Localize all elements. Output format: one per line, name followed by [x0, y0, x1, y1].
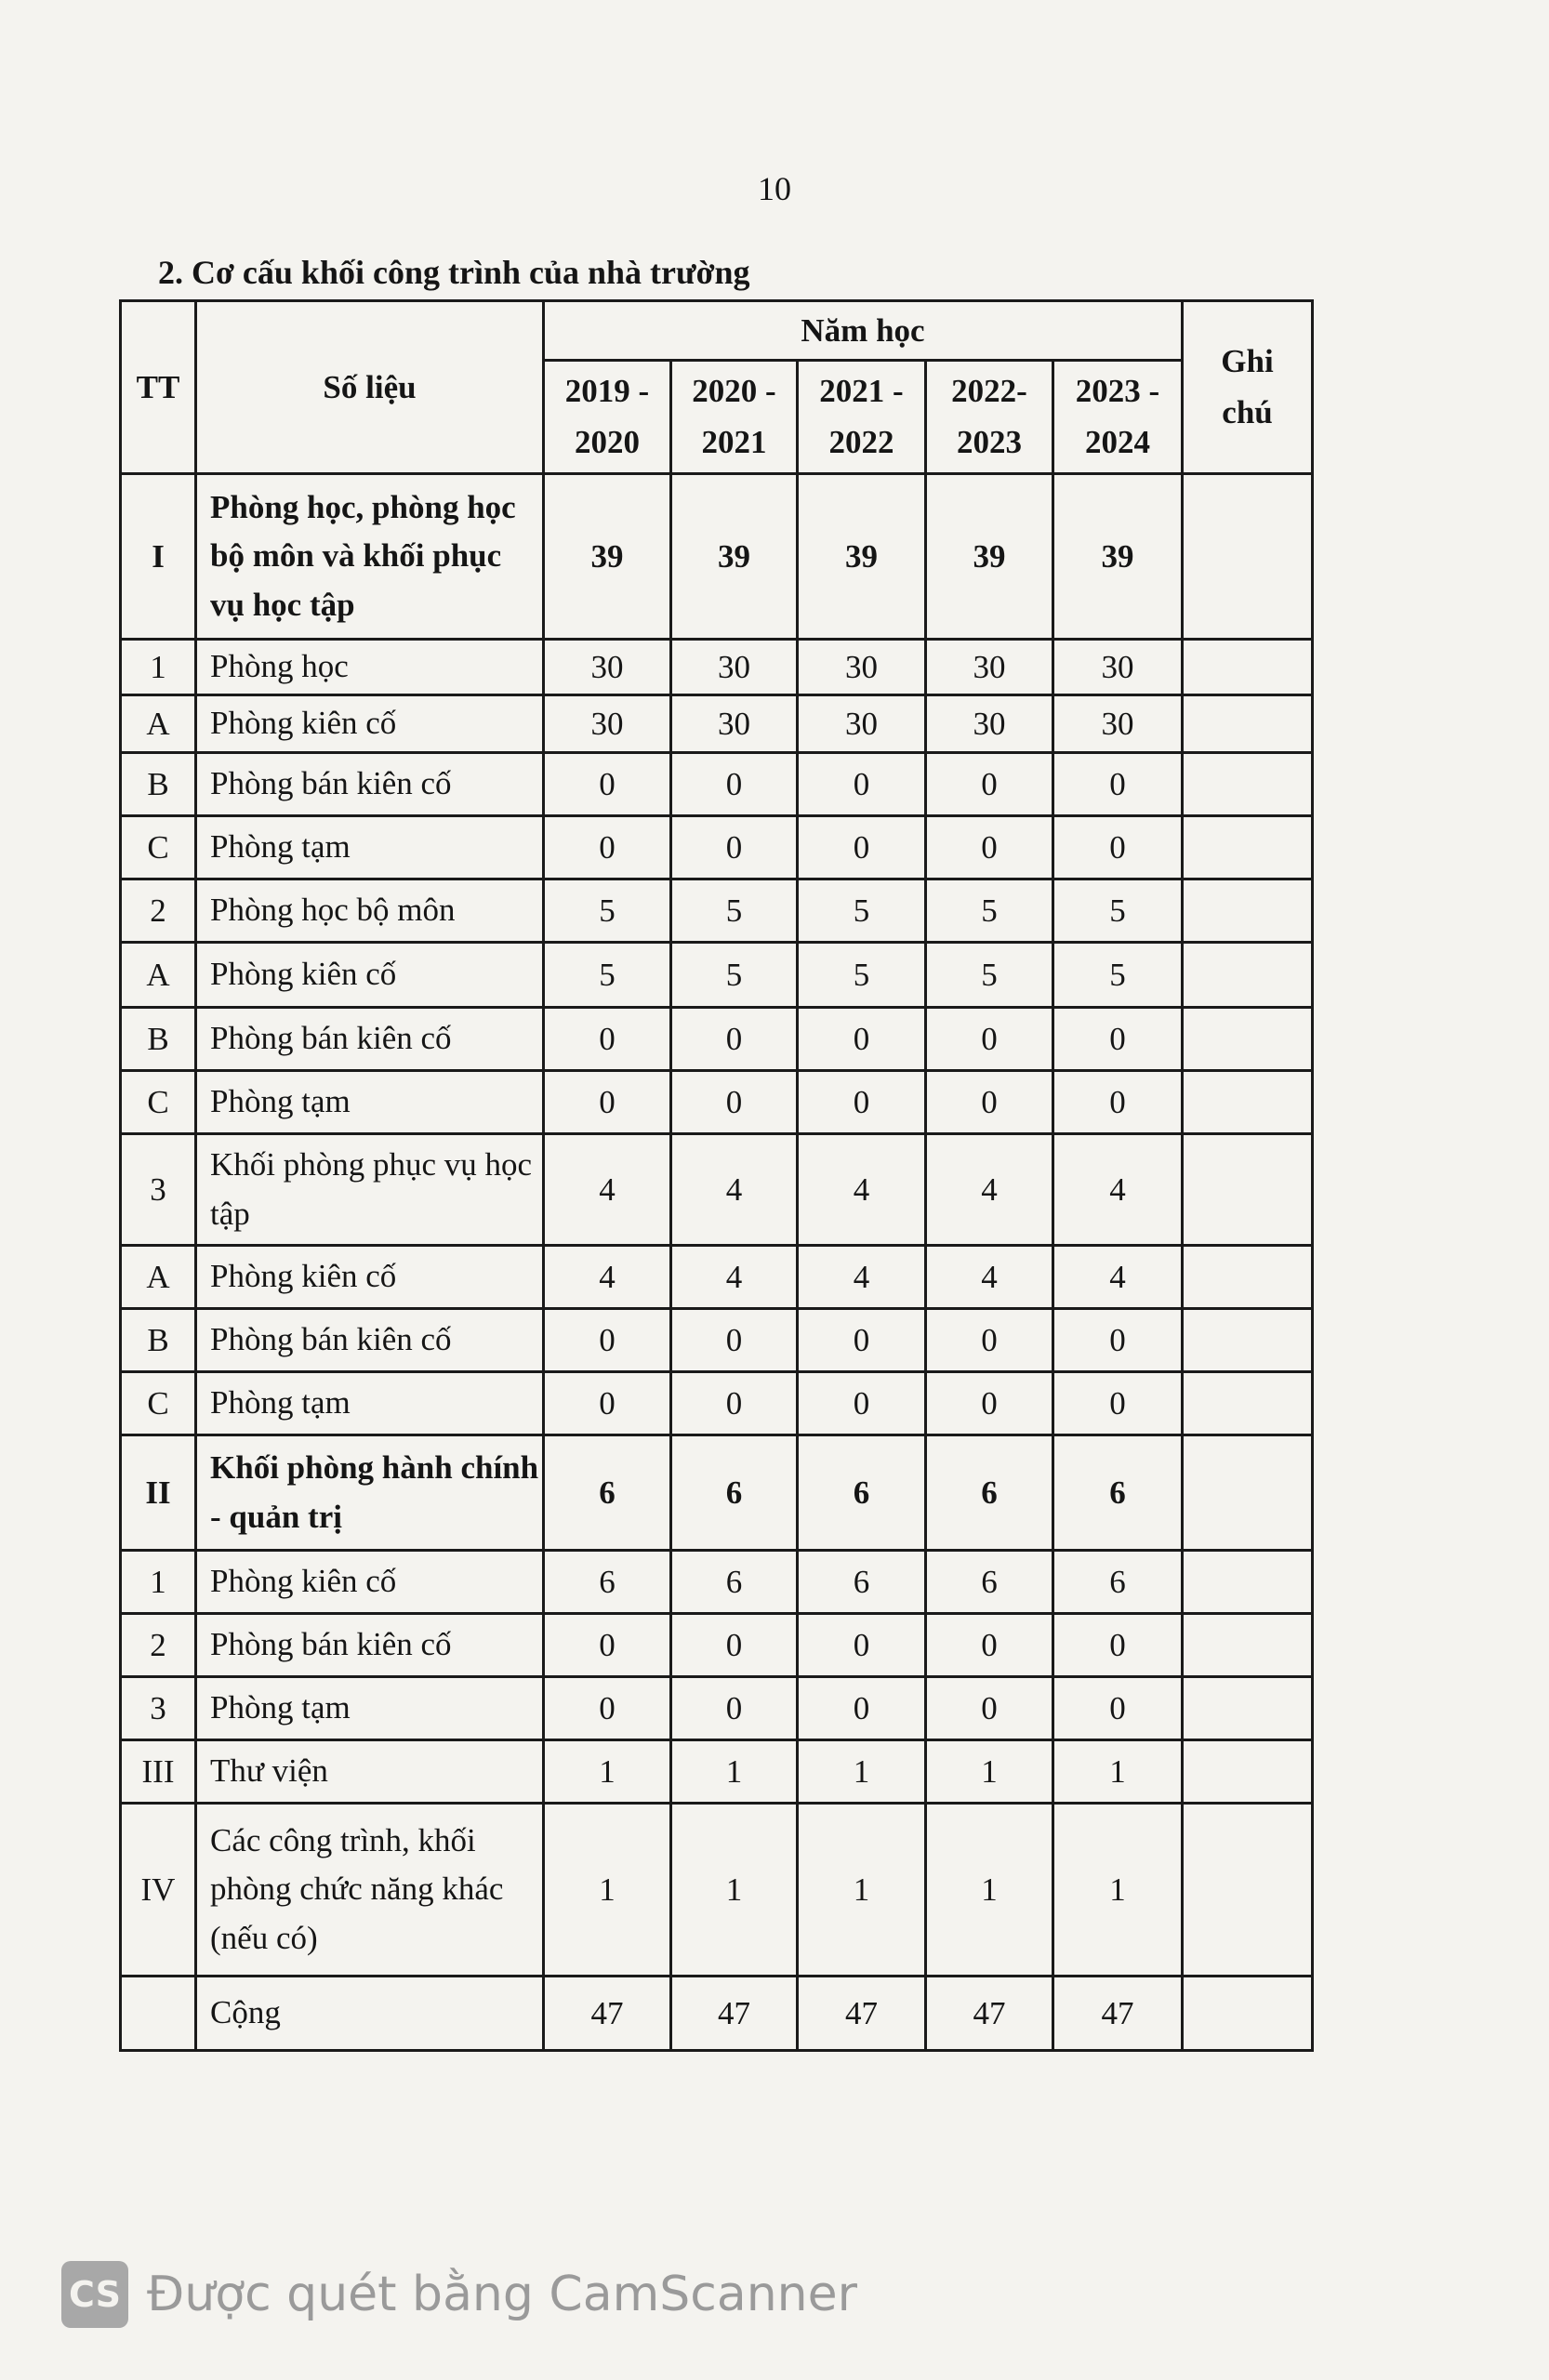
row-note [1183, 1071, 1313, 1134]
table-row [121, 640, 1313, 695]
row-tt: B [121, 1309, 196, 1372]
row-value: 0 [926, 753, 1053, 816]
row-value: 0 [671, 1071, 798, 1134]
row-value: 5 [1053, 943, 1183, 1008]
year-3-end: 2022 [828, 423, 894, 460]
row-value: 0 [671, 1677, 798, 1740]
row-value: 1 [671, 1804, 798, 1977]
row-value: 6 [544, 1551, 671, 1614]
row-note [1183, 1740, 1313, 1804]
row-value: 1 [1053, 1804, 1183, 1977]
row-label: Phòng kiên cố [196, 1551, 544, 1614]
row-value: 0 [798, 816, 926, 879]
row-value: 4 [671, 1246, 798, 1309]
row-value: 0 [1053, 1614, 1183, 1677]
row-value: 0 [544, 1309, 671, 1372]
year-4-end: 2023 [957, 423, 1022, 460]
row-value: 5 [798, 943, 926, 1008]
row-value: 0 [798, 753, 926, 816]
camscanner-text: Được quét bằng CamScanner [147, 2267, 858, 2322]
row-value: 47 [671, 1977, 798, 2051]
row-value: 6 [1053, 1551, 1183, 1614]
year-1-end: 2020 [575, 423, 640, 460]
row-value: 0 [1053, 1071, 1183, 1134]
row-value: 30 [1053, 695, 1183, 753]
row-value: 0 [1053, 1372, 1183, 1435]
camscanner-icon: CS [61, 2261, 128, 2328]
camscanner-watermark [61, 2261, 857, 2328]
table-row [121, 1614, 1313, 1677]
row-value: 4 [926, 1134, 1053, 1246]
row-value: 0 [1053, 753, 1183, 816]
row-label: Phòng học bộ môn [196, 879, 544, 943]
row-value: 0 [544, 753, 671, 816]
row-value: 1 [798, 1804, 926, 1977]
row-value: 6 [544, 1435, 671, 1551]
row-value: 0 [544, 1372, 671, 1435]
row-value: 47 [544, 1977, 671, 2051]
row-value: 30 [926, 640, 1053, 695]
row-label: Phòng học [196, 640, 544, 695]
row-value: 30 [671, 640, 798, 695]
row-label: Phòng bán kiên cố [196, 1614, 544, 1677]
row-value: 0 [926, 1008, 1053, 1071]
header-year-2 [671, 361, 798, 474]
row-value: 6 [671, 1551, 798, 1614]
row-value: 0 [926, 1372, 1053, 1435]
year-5-start: 2023 - [1075, 373, 1160, 410]
row-tt: A [121, 943, 196, 1008]
row-label: Phòng bán kiên cố [196, 753, 544, 816]
row-note [1183, 695, 1313, 753]
row-tt: 1 [121, 640, 196, 695]
row-value: 30 [671, 695, 798, 753]
row-value: 1 [926, 1740, 1053, 1804]
row-value: 1 [544, 1740, 671, 1804]
header-year-5 [1053, 361, 1183, 474]
row-label: Phòng tạm [196, 1372, 544, 1435]
row-value: 47 [798, 1977, 926, 2051]
row-value: 5 [926, 943, 1053, 1008]
row-value: 4 [798, 1246, 926, 1309]
row-note [1183, 1977, 1313, 2051]
row-value: 0 [1053, 1008, 1183, 1071]
row-tt: C [121, 1372, 196, 1435]
row-tt: C [121, 816, 196, 879]
row-value: 0 [926, 1309, 1053, 1372]
row-note [1183, 1614, 1313, 1677]
row-value: 0 [926, 816, 1053, 879]
row-value: 6 [798, 1435, 926, 1551]
row-value: 0 [671, 1614, 798, 1677]
row-value: 5 [671, 943, 798, 1008]
row-note [1183, 1309, 1313, 1372]
row-note [1183, 1551, 1313, 1614]
row-value: 0 [671, 1372, 798, 1435]
row-value: 39 [798, 474, 926, 640]
header-year-4 [926, 361, 1053, 474]
row-value: 0 [798, 1614, 926, 1677]
row-value: 0 [544, 1677, 671, 1740]
table-row [121, 1740, 1313, 1804]
header-nam-hoc: Năm học [544, 301, 1183, 361]
section-title: 2. Cơ cấu khối công trình của nhà trường [158, 254, 750, 291]
row-tt: IV [121, 1804, 196, 1977]
row-value: 1 [1053, 1740, 1183, 1804]
header-year-3 [798, 361, 926, 474]
row-tt: III [121, 1740, 196, 1804]
row-value: 0 [671, 753, 798, 816]
header-ghi-chu-text: Ghi chú [1221, 343, 1274, 430]
row-note [1183, 1435, 1313, 1551]
facilities-table [119, 299, 1314, 2052]
row-value: 0 [1053, 816, 1183, 879]
row-value: 0 [671, 1008, 798, 1071]
row-note [1183, 1246, 1313, 1309]
row-value: 6 [1053, 1435, 1183, 1551]
row-value: 0 [1053, 1309, 1183, 1372]
row-value: 47 [1053, 1977, 1183, 2051]
row-value: 47 [926, 1977, 1053, 2051]
row-value: 1 [544, 1804, 671, 1977]
row-note [1183, 474, 1313, 640]
row-value: 0 [544, 1614, 671, 1677]
row-value: 5 [671, 879, 798, 943]
row-tt: 1 [121, 1551, 196, 1614]
table-row [121, 1071, 1313, 1134]
row-value: 1 [926, 1804, 1053, 1977]
row-note [1183, 640, 1313, 695]
table-row [121, 753, 1313, 816]
row-label: Khối phòng hành chính - quản trị [196, 1435, 544, 1551]
table-body [121, 474, 1313, 2051]
row-label: Phòng bán kiên cố [196, 1008, 544, 1071]
row-value: 4 [671, 1134, 798, 1246]
row-value: 39 [671, 474, 798, 640]
row-label: Cộng [196, 1977, 544, 2051]
row-value: 0 [544, 1071, 671, 1134]
row-tt: 2 [121, 1614, 196, 1677]
row-value: 0 [798, 1071, 926, 1134]
row-value: 0 [544, 816, 671, 879]
table-row [121, 1372, 1313, 1435]
row-tt: 3 [121, 1677, 196, 1740]
row-value: 0 [926, 1677, 1053, 1740]
header-ghi-chu [1183, 301, 1313, 474]
row-tt: 2 [121, 879, 196, 943]
row-value: 39 [1053, 474, 1183, 640]
row-value: 39 [926, 474, 1053, 640]
page-number: 10 [758, 170, 791, 207]
row-label: Phòng tạm [196, 1677, 544, 1740]
row-value: 1 [798, 1740, 926, 1804]
table-row [121, 1134, 1313, 1246]
row-value: 4 [926, 1246, 1053, 1309]
row-value: 0 [671, 816, 798, 879]
row-value: 39 [544, 474, 671, 640]
row-value: 4 [544, 1134, 671, 1246]
row-tt: I [121, 474, 196, 640]
year-5-end: 2024 [1085, 423, 1150, 460]
row-value: 1 [671, 1740, 798, 1804]
row-tt: II [121, 1435, 196, 1551]
year-3-start: 2021 - [819, 373, 904, 410]
row-label: Các công trình, khối phòng chức năng khác (nếu có) [196, 1804, 544, 1977]
row-note [1183, 1372, 1313, 1435]
header-year-1 [544, 361, 671, 474]
row-note [1183, 1677, 1313, 1740]
table-row [121, 1246, 1313, 1309]
row-value: 30 [926, 695, 1053, 753]
row-value: 5 [926, 879, 1053, 943]
row-tt: B [121, 753, 196, 816]
year-2-start: 2020 - [692, 373, 776, 410]
row-value: 0 [544, 1008, 671, 1071]
row-value: 5 [544, 879, 671, 943]
row-note [1183, 943, 1313, 1008]
header-so-lieu: Số liệu [196, 301, 544, 474]
table-row [121, 1008, 1313, 1071]
row-value: 0 [1053, 1677, 1183, 1740]
row-value: 30 [798, 695, 926, 753]
row-value: 4 [798, 1134, 926, 1246]
table-row [121, 1435, 1313, 1551]
row-label: Phòng tạm [196, 1071, 544, 1134]
row-label: Phòng kiên cố [196, 943, 544, 1008]
row-value: 4 [544, 1246, 671, 1309]
row-label: Phòng bán kiên cố [196, 1309, 544, 1372]
row-value: 6 [798, 1551, 926, 1614]
row-value: 30 [798, 640, 926, 695]
table-row [121, 1309, 1313, 1372]
row-value: 6 [926, 1551, 1053, 1614]
row-label: Phòng tạm [196, 816, 544, 879]
header-tt: TT [121, 301, 196, 474]
row-note [1183, 816, 1313, 879]
row-tt: B [121, 1008, 196, 1071]
row-value: 6 [926, 1435, 1053, 1551]
row-note [1183, 1008, 1313, 1071]
row-note [1183, 753, 1313, 816]
row-label: Phòng kiên cố [196, 695, 544, 753]
row-tt: C [121, 1071, 196, 1134]
table-row [121, 1551, 1313, 1614]
row-label: Thư viện [196, 1740, 544, 1804]
year-2-end: 2021 [701, 423, 767, 460]
row-value: 0 [798, 1309, 926, 1372]
row-note [1183, 879, 1313, 943]
row-value: 0 [671, 1309, 798, 1372]
table-row [121, 1677, 1313, 1740]
row-value: 0 [798, 1372, 926, 1435]
table-row [121, 474, 1313, 640]
row-value: 4 [1053, 1134, 1183, 1246]
row-value: 0 [926, 1614, 1053, 1677]
table-row [121, 943, 1313, 1008]
row-label: Phòng kiên cố [196, 1246, 544, 1309]
row-value: 30 [544, 695, 671, 753]
row-value: 0 [798, 1008, 926, 1071]
row-tt: 3 [121, 1134, 196, 1246]
row-value: 5 [1053, 879, 1183, 943]
row-value: 30 [544, 640, 671, 695]
table-row [121, 1804, 1313, 1977]
row-tt [121, 1977, 196, 2051]
year-4-start: 2022- [951, 373, 1027, 410]
row-label: Phòng học, phòng học bộ môn và khối phục vụ học tập [196, 474, 544, 640]
row-label: Khối phòng phục vụ học tập [196, 1134, 544, 1246]
row-value: 0 [926, 1071, 1053, 1134]
table-row [121, 1977, 1313, 2051]
row-tt: A [121, 695, 196, 753]
row-tt: A [121, 1246, 196, 1309]
row-value: 0 [798, 1677, 926, 1740]
table-row [121, 816, 1313, 879]
row-value: 6 [671, 1435, 798, 1551]
row-value: 5 [544, 943, 671, 1008]
year-1-start: 2019 - [564, 373, 650, 410]
row-note [1183, 1804, 1313, 1977]
row-value: 30 [1053, 640, 1183, 695]
table-row [121, 879, 1313, 943]
table-row [121, 695, 1313, 753]
row-note [1183, 1134, 1313, 1246]
row-value: 4 [1053, 1246, 1183, 1309]
row-value: 5 [798, 879, 926, 943]
